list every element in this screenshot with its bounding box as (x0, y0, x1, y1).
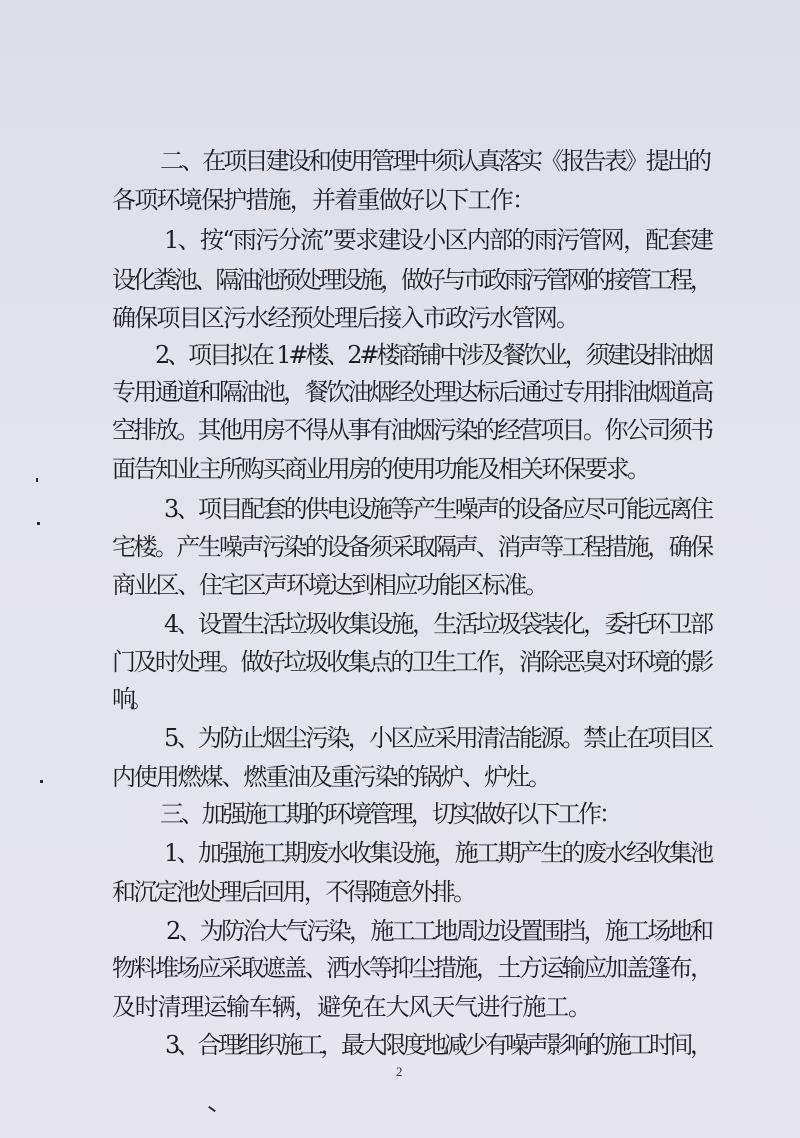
text-line: 5、为防止烟尘污染，小区应采用清洁能源。禁止在项目区 (164, 724, 712, 752)
text-line: 3、合理组织施工，最大限度地减少有噪声影响的施工时间， (165, 1031, 711, 1059)
text-line: 设化粪池、隔油池预处理设施，做好与市政雨污管网的接管工程， (112, 266, 711, 294)
scan-speck (37, 522, 40, 525)
text-line: 1、加强施工期废水收集设施，施工期产生的废水经收集池 (164, 839, 712, 867)
scan-speck (36, 478, 38, 482)
page-number: 2 (396, 1064, 403, 1079)
text-line: 2、为防治大气污染，施工工地周边设置围挡，施工场地和 (166, 917, 712, 945)
text-line: 物料堆场应采取遮盖、洒水等抑尘措施，土方运输应加盖篷布， (112, 954, 712, 982)
text-line: 内使用燃煤、燃重油及重污染的锅炉、炉灶。 (112, 763, 550, 791)
text-line: 1、按“雨污分流”要求建设小区内部的雨污管网，配套建 (164, 226, 713, 254)
text-line: 面告知业主所购买商业用房的使用功能及相关环保要求。 (112, 455, 649, 483)
text-line: 商业区、住宅区声环境达到相应功能区标准。 (112, 571, 547, 599)
text-line: 和沉定池处理后回用，不得随意外排。 (112, 878, 475, 906)
text-line: 2、项目拟在 1#楼、2#楼商铺中涉及餐饮业，须建设排油烟 (155, 341, 712, 369)
scan-speck (208, 1106, 216, 1112)
text-line: 及时清理运输车辆，避免在大风天气进行施工。 (112, 993, 591, 1021)
text-line: 各项环境保护措施，并着重做好以下工作： (112, 186, 535, 214)
text-line: 3、项目配套的供电设施等产生噪声的设备应尽可能远离住 (164, 495, 712, 523)
text-line: 二、在项目建设和使用管理中须认真落实《报告表》提出的 (160, 147, 710, 175)
text-line: 空排放。其他用房不得从事有油烟污染的经营项目。你公司须书 (112, 416, 712, 444)
text-line: 专用通道和隔油池，餐饮油烟经处理达标后通过专用排油烟道高 (112, 378, 712, 406)
text-line: 门及时处理。做好垃圾收集点的卫生工作，消除恶臭对环境的影 (112, 648, 712, 676)
text-line: 宅楼。产生噪声污染的设备须采取隔声、消声等工程措施，确保 (112, 533, 712, 561)
text-line: 4、设置生活垃圾收集设施，生活垃圾袋装化，委托环卫部 (164, 610, 712, 638)
scan-speck (40, 780, 43, 783)
text-line: 三、加强施工期的环境管理，切实做好以下工作： (160, 800, 620, 828)
text-line: 确保项目区污水经预处理后接入市政污水管网。 (112, 304, 579, 332)
text-line: 响。 (112, 685, 148, 713)
